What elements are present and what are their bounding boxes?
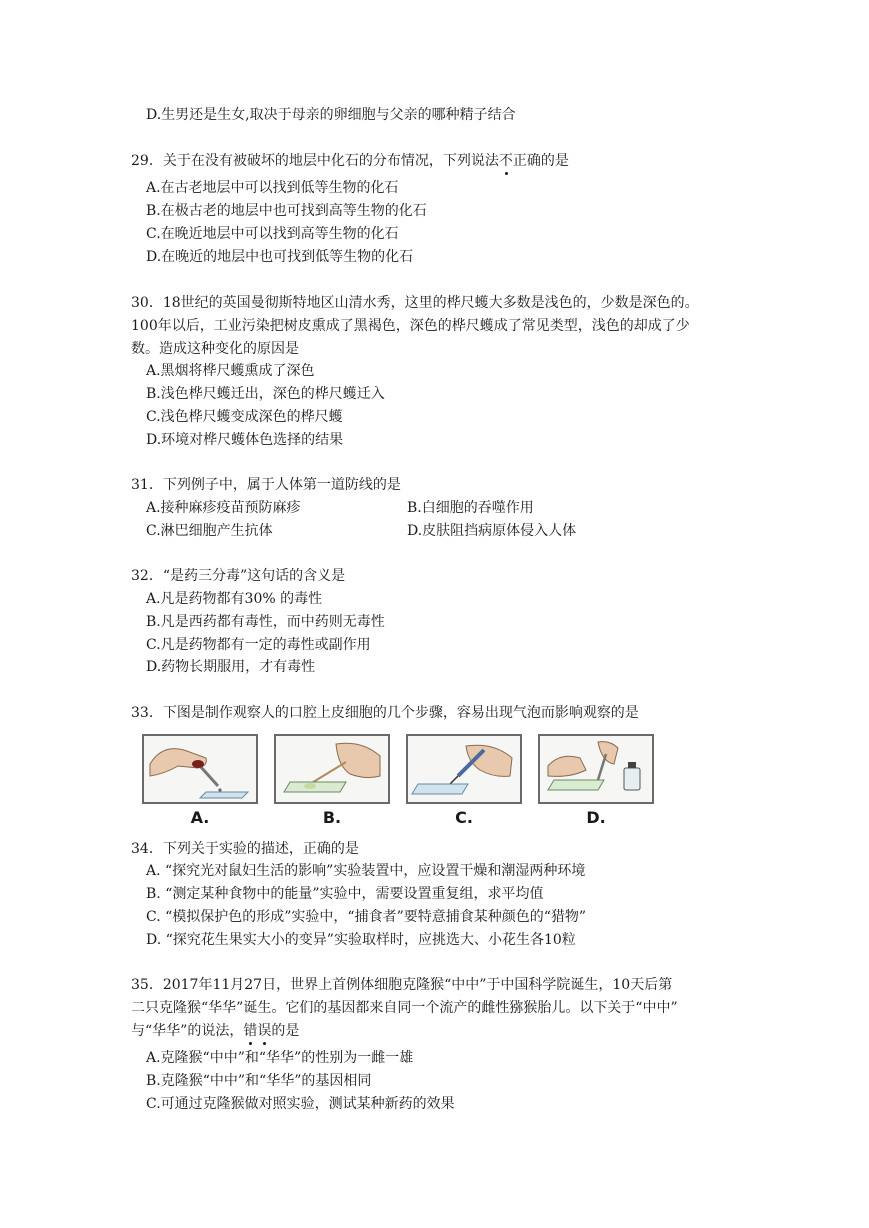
- q35-option-c: C.可通过克隆猴做对照实验，测试某种新药的效果: [146, 1096, 455, 1112]
- q29-option-d: D.在晚近的地层中也可找到低等生物的化石: [146, 249, 414, 265]
- q35-stem-line-3: 与“华华”的说法，错误的是: [131, 1023, 300, 1039]
- q31-stem: 31．下列例子中，属于人体第一道防线的是: [131, 477, 401, 493]
- q29-option-b: B.在极古老的地层中也可找到高等生物的化石: [146, 203, 427, 219]
- q31-option-b: B.白细胞的吞噬作用: [407, 500, 534, 516]
- q30-option-d: D.环境对桦尺蠖体色选择的结果: [146, 432, 344, 448]
- q31-option-a: A.接种麻疹疫苗预防麻疹: [146, 500, 301, 516]
- q30-option-b: B.浅色桦尺蠖迁出，深色的桦尺蠖迁入: [146, 386, 385, 402]
- q31-option-d: D.皮肤阻挡病原体侵入人体: [407, 523, 577, 539]
- q34-option-a: A. “探究光对鼠妇生活的影响”实验装置中，应设置干燥和潮湿两种环境: [146, 863, 586, 879]
- figure-panel-b: [274, 734, 390, 830]
- figure-panel-a: [142, 734, 258, 830]
- figure-d-illustration: [538, 734, 654, 804]
- q34-option-d: D. “探究花生果实大小的变异”实验取样时，应挑选大、小花生各10粒: [146, 932, 576, 948]
- emphasis-dot-text: 错: [243, 1023, 258, 1039]
- q35-stem-line-1: 35．2017年11月27日，世界上首例体细胞克隆猴“中中”于中国科学院诞生，10天后第: [131, 977, 673, 993]
- figure-label-c: C.: [455, 808, 473, 827]
- figure-b-illustration: [274, 734, 390, 804]
- q33-stem: 33．下图是制作观察人的口腔上皮细胞的几个步骤，容易出现气泡而影响观察的是: [131, 705, 639, 721]
- figure-label-d: D.: [586, 808, 606, 827]
- figure-c-illustration: [406, 734, 522, 804]
- q32-option-d: D.药物长期服用，才有毒性: [146, 659, 316, 675]
- q35-stem-line-2: 二只克隆猴“华华”诞生。它们的基因都来自同一个流产的雌性猕猴胎儿。以下关于“中中”: [131, 1000, 678, 1016]
- q34-option-c: C. “模拟保护色的形成”实验中，“捕食者”要特意捕食某种颜色的“猎物”: [146, 909, 587, 925]
- q30-option-a: A.黑烟将桦尺蠖熏成了深色: [146, 363, 315, 379]
- q32-stem: 32．“是药三分毒”这句话的含义是: [131, 568, 346, 584]
- q32-option-b: B.凡是西药都有毒性，而中药则无毒性: [146, 614, 385, 630]
- q35-option-a: A.克隆猴“中中”和“华华”的性别为一雌一雄: [146, 1050, 414, 1066]
- q30-stem-line-2: 100年以后，工业污染把树皮熏成了黑褐色，深色的桦尺蠖成了常见类型，浅色的却成了少: [131, 318, 690, 334]
- q34-stem: 34．下列关于实验的描述，正确的是: [131, 841, 359, 857]
- q30-option-c: C.浅色桦尺蠖变成深色的桦尺蠖: [146, 409, 343, 425]
- figure-panel-d: [538, 734, 654, 830]
- q28-option-d: D.生男还是生女,取决于母亲的卵细胞与父亲的哪种精子结合: [146, 107, 516, 123]
- q34-option-b: B. “测定某种食物中的能量”实验中，需要设置重复组，求平均值: [146, 886, 544, 902]
- q29-stem: 29．关于在没有被破坏的地层中化石的分布情况，下列说法不正确的是: [131, 153, 569, 169]
- figure-label-b: B.: [322, 808, 342, 827]
- q29-option-a: A.在古老地层中可以找到低等生物的化石: [146, 180, 399, 196]
- q35-option-b: B.克隆猴“中中”和“华华”的基因相同: [146, 1073, 372, 1089]
- q30-stem-line-1: 30．18世纪的英国曼彻斯特地区山清水秀，这里的桦尺蠖大多数是浅色的，少数是深色的。: [131, 295, 699, 311]
- q29-option-c: C.在晚近地层中可以找到高等生物的化石: [146, 226, 399, 242]
- q32-option-c: C.凡是药物都有一定的毒性或副作用: [146, 637, 371, 653]
- figure-label-a: A.: [190, 808, 210, 827]
- figure-a-illustration: [142, 734, 258, 804]
- q32-option-a: A.凡是药物都有30% 的毒性: [146, 591, 323, 607]
- q33-figure: [142, 734, 662, 830]
- q31-option-c: C.淋巴细胞产生抗体: [146, 523, 273, 539]
- emphasis-dot-text: 不: [498, 153, 513, 169]
- emphasis-dot-text: 误: [257, 1023, 272, 1039]
- figure-panel-c: [406, 734, 522, 830]
- q30-stem-line-3: 数。造成这种变化的原因是: [131, 341, 299, 357]
